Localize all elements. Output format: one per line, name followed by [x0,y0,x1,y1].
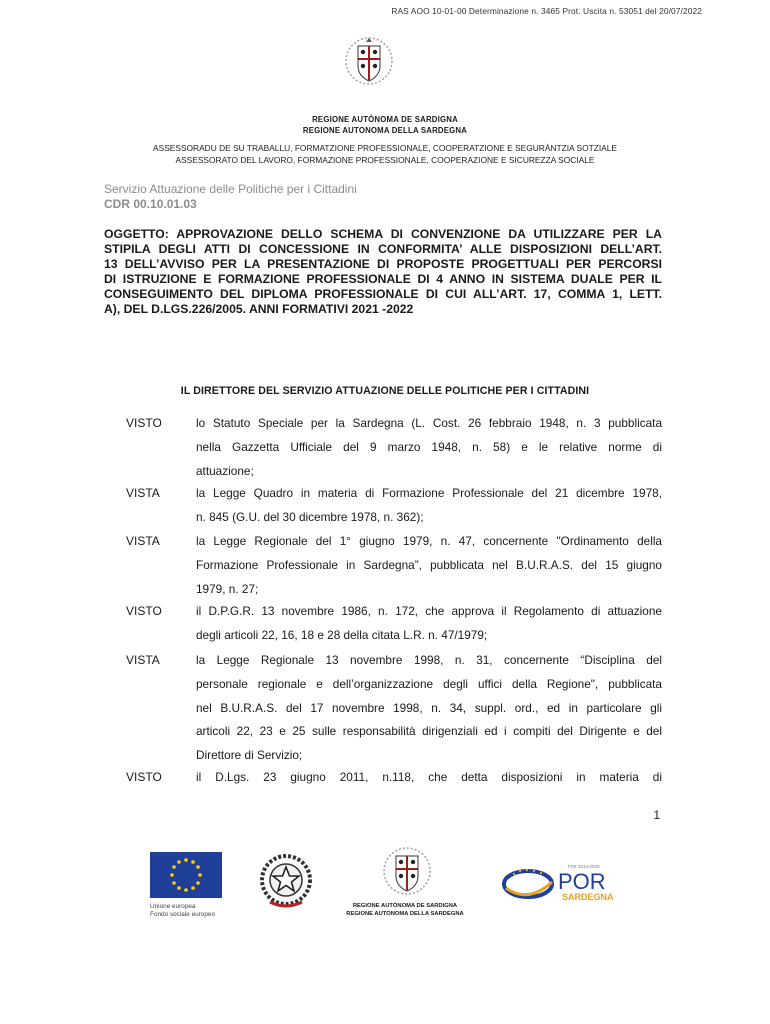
entry-line: n. 845 (G.U. del 30 dicembre 1978, n. 362); [196,509,424,524]
entry-line: 1979, n. 27; [196,581,259,596]
footer-region-sardinian: REGIONE AUTÒNOMA DE SARDIGNA [352,903,458,909]
entry-text [196,766,662,790]
footer-region-italian: REGIONE AUTONOMA DELLA SARDEGNA [346,911,464,917]
subject-line: A), DEL D.LGS.226/2005. ANNI FORMATIVI 2021 -2022 [104,302,414,317]
entry-line: articoli 22, 23 e 25 sulle responsabilità dirigenziali ed i compiti del Dirigente e del [196,724,662,739]
entry-line: il D.Lgs. 23 giugno 2011, n.118, che detta disposizioni in materia di [196,770,662,784]
subject-line: 13 DELL’AVVISO PER LA PRESENTAZIONE DI PROPOSTE PROGETTUALI PER PERCORSI [104,257,662,272]
entry-line: la Legge Regionale 13 novembre 1998, n. 31, concernente “Disciplina del [196,653,662,667]
assessorato-sardinian: ASSESSORADU DE SU TRABALLU, FORMATZIONE PROFESSIONALE, COOPERATZIONE E SEGURÀNTZIA SOTZIALE [153,143,617,153]
subject-line: OGGETTO: APPROVAZIONE DELLO SCHEMA DI CONVENZIONE DA UTILIZZARE PER LA [104,227,662,241]
por-period: FSE 2014-2020 [568,864,600,869]
entry-keyword: VISTA [126,534,160,548]
service-block [104,182,357,212]
entry-keyword: VISTA [126,486,160,500]
italian-republic-emblem-icon [258,850,314,912]
sardinia-crest-footer-logo [382,846,432,896]
entry-text [196,482,662,530]
page-number: 1 [653,808,660,822]
entry-text [196,600,662,648]
eu-caption-line: Fondo sociale europeo [150,911,216,918]
assessorato-italian: ASSESSORATO DEL LAVORO, FORMAZIONE PROFESSIONALE, COOPERAZIONE E SICUREZZA SOCIALE [175,155,595,165]
por-sublabel: SARDEGNA [562,892,614,902]
entry-text [196,412,662,483]
assessorato [0,142,770,166]
entry-line: attuazione; [196,463,254,478]
protocol-line: RAS AOO 10-01-00 Determinazione n. 3465 Prot. Uscita n. 53051 del 20/07/2022 [391,6,702,16]
entry-line: la Legge Quadro in materia di Formazione Professionale del 21 dicembre 1978, [196,486,662,500]
region-name-italian: REGIONE AUTONOMA DELLA SARDEGNA [302,125,468,135]
entry-keyword: VISTA [126,653,160,667]
por-label: POR [558,869,606,894]
entry-line: degli articoli 22, 16, 18 e 28 della citata L.R. n. 47/1979; [196,627,488,642]
entry-line: nella Gazzetta Ufficiale del 9 marzo 1948, n. 58) e le relative norme di [196,439,662,454]
subject-line: STIPILA DEGLI ATTI DI CONCESSIONE IN CONFORMITA’ ALLE DISPOSIZIONI DELL’ART. [104,242,662,257]
eu-caption [150,903,215,919]
subject-line: DI ISTRUZIONE E FORMAZIONE PROFESSIONALE DI 4 ANNO IN SISTEMA DUALE PER IL [104,272,662,287]
service-cdr: CDR 00.10.01.03 [104,197,197,211]
footer-logos [0,846,770,926]
sardinia-crest-logo [344,36,394,86]
entry-keyword: VISTO [126,770,162,784]
por-sardegna-logo [500,860,620,906]
eu-flag-icon [150,852,222,898]
footer-region-names [330,902,480,918]
region-names [0,115,770,136]
entry-text [196,649,662,768]
service-name: Servizio Attuazione delle Politiche per i Cittadini [104,182,357,196]
entry-line: lo Statuto Speciale per la Sardegna (L. Cost. 26 febbraio 1948, n. 3 pubblicata [196,416,662,430]
entry-line: il D.P.G.R. 13 novembre 1986, n. 172, che approva il Regolamento di attuazione [196,604,662,618]
entry-text [196,530,662,601]
subject-line: CONSEGUIMENTO DEL DIPLOMA PROFESSIONALE DI CUI ALL’ART. 17, COMMA 1, LETT. [104,287,662,302]
subject [104,227,662,318]
region-name-sardinian: REGIONE AUTÒNOMA DE SARDIGNA [312,115,458,124]
entry-line: nel B.U.R.A.S. del 17 novembre 1998, n. 34, suppl. ord., ed in particolare gli [196,700,662,715]
eu-caption-line: Unione europea [150,903,196,910]
entry-line: Formazione Professionale in Sardegna”, pubblicata nel B.U.R.A.S. del 15 giugno [196,557,662,572]
entry-line: Direttore di Servizio; [196,748,303,763]
director-heading: IL DIRETTORE DEL SERVIZIO ATTUAZIONE DELLE POLITICHE PER I CITTADINI [180,385,590,397]
entry-line: personale regionale e dell’organizzazione degli uffici della Regione", pubblicata [196,676,662,691]
entry-keyword: VISTO [126,416,162,430]
entry-line: la Legge Regionale del 1° giugno 1979, n. 47, concernente "Ordinamento della [196,534,662,548]
entry-keyword: VISTO [126,604,162,618]
